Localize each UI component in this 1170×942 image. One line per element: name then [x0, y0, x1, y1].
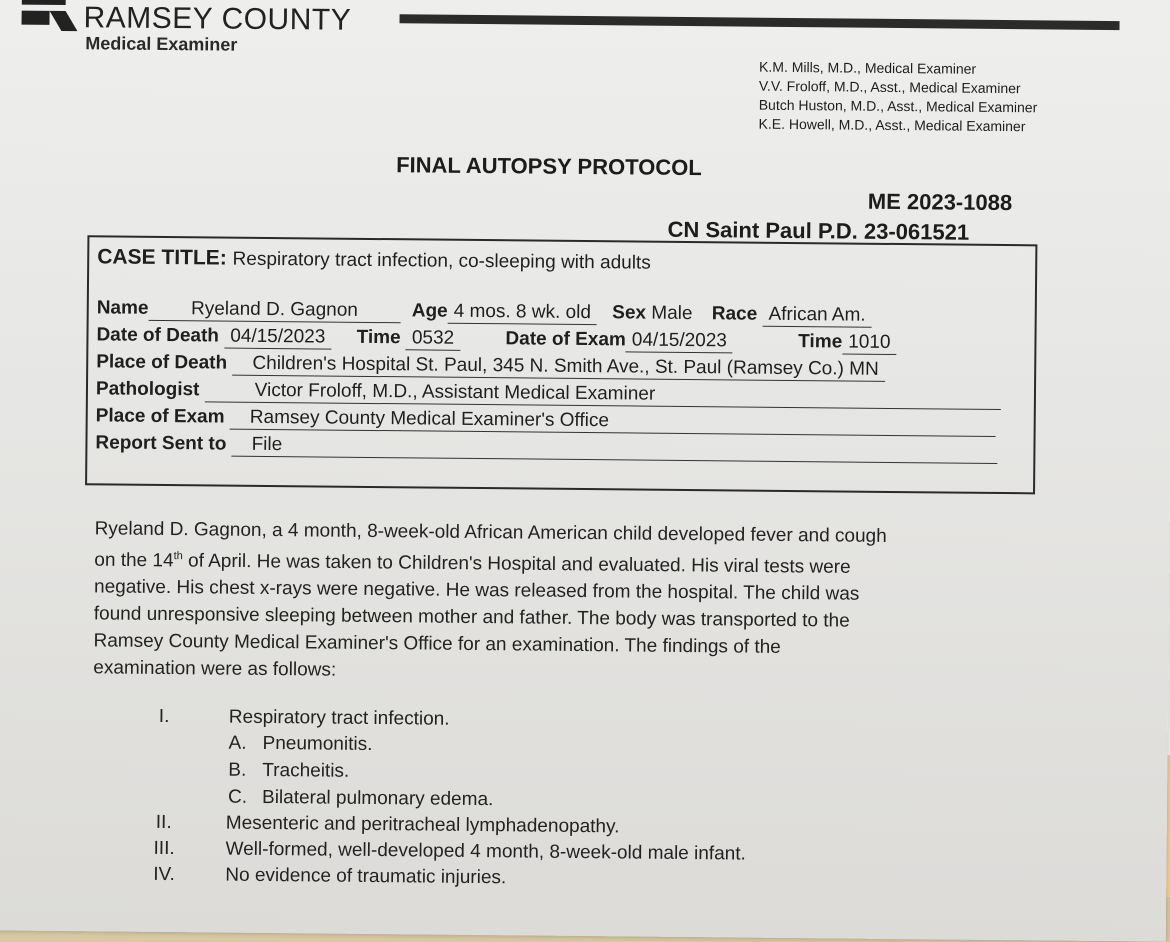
exam-time-value: 1010 [842, 331, 896, 355]
place-of-exam-row [96, 405, 996, 437]
finding-number: III. [153, 837, 175, 860]
finding-text: Pneumonitis. [262, 732, 373, 755]
finding-text: Well-formed, well-developed 4 month, 8-week-old male infant. [225, 838, 746, 865]
finding-text: Bilateral pulmonary edema. [261, 786, 494, 811]
narrative-line: Ryeland D. Gagnon, a 4 month, 8-week-old African American child developed fever and cough [94, 518, 887, 547]
age-value: 4 mos. 8 wk. old [448, 301, 597, 325]
time-value: 0532 [406, 327, 460, 351]
staff-entry: K.M. Mills, M.D., Medical Examiner [759, 58, 977, 77]
name-value: Ryeland D. Gagnon [148, 298, 400, 323]
narrative-text: of April. He was taken to Children's Hospital and evaluated. His viral tests were [182, 550, 851, 578]
report-sent-row [95, 432, 997, 464]
pathologist-row [96, 378, 1001, 410]
place-of-death-row [96, 351, 885, 382]
name-row [97, 297, 872, 327]
age-label: Age [411, 300, 448, 322]
header-rule [400, 14, 1120, 30]
org-subtitle: Medical Examiner [85, 33, 238, 55]
finding-text: Tracheitis. [262, 759, 350, 782]
case-info-box [85, 235, 1037, 494]
case-title-row [97, 245, 651, 274]
race-value: African Am. [762, 304, 871, 328]
dates-row [96, 324, 896, 355]
report-sent-value: File [232, 434, 998, 464]
narrative-line: negative. His chest x-rays were negative. He was released from the hospital. The child was [93, 576, 860, 605]
finding-number: IV. [153, 863, 175, 886]
staff-entry: V.V. Froloff, M.D., Asst., Medical Examiner [758, 77, 1021, 97]
finding-number: A. [228, 732, 247, 754]
document-title: FINAL AUTOPSY PROTOCOL [396, 152, 702, 181]
narrative-text: on the 14 [94, 549, 174, 572]
pod-value: Children's Hospital St. Paul, 345 N. Smith Ave., St. Paul (Ramsey Co.) MN [232, 353, 884, 382]
dod-value: 04/15/2023 [224, 326, 331, 350]
finding-text: No evidence of traumatic injuries. [225, 864, 507, 889]
finding-number: II. [155, 811, 172, 834]
sex-value: Male [651, 302, 693, 325]
time-label: Time [356, 326, 401, 349]
staff-entry: Butch Huston, M.D., Asst., Medical Examiner [758, 96, 1038, 116]
finding-text: Mesenteric and peritracheal lymphadenopathy. [225, 812, 620, 838]
ordinal-suffix: th [173, 550, 183, 563]
poe-label: Place of Exam [95, 405, 225, 428]
case-title-label: CASE TITLE: [97, 245, 227, 270]
finding-number: B. [228, 759, 247, 781]
cn-number: CN Saint Paul P.D. 23-061521 [667, 216, 970, 245]
staff-list [758, 58, 1037, 137]
exam-time-label: Time [798, 331, 843, 353]
race-label: Race [711, 303, 758, 325]
pathologist-value: Victor Froloff, M.D., Assistant Medical Examiner [205, 379, 1001, 410]
org-name: RAMSEY COUNTY [83, 1, 352, 37]
county-logo-icon [21, 0, 78, 45]
narrative-line: Ramsey County Medical Examiner's Office for an examination. The findings of the [93, 630, 781, 659]
staff-entry: K.E. Howell, M.D., Asst., Medical Examiner [758, 115, 1026, 135]
doe-value: 04/15/2023 [626, 329, 733, 353]
name-label: Name [96, 297, 149, 319]
pod-label: Place of Death [96, 351, 228, 374]
finding-number: C. [227, 786, 248, 808]
finding-number: I. [158, 705, 170, 728]
sex-label: Sex [612, 302, 647, 324]
narrative-paragraph [93, 515, 1055, 691]
doe-label: Date of Exam [505, 328, 626, 351]
narrative-line: examination were as follows: [93, 657, 337, 681]
poe-value: Ramsey County Medical Examiner's Office [230, 407, 996, 437]
case-title-value: Respiratory tract infection, co-sleeping with adults [232, 248, 651, 274]
finding-text: Respiratory tract infection. [228, 706, 450, 730]
report-sent-label: Report Sent to [95, 432, 227, 455]
pathologist-label: Pathologist [95, 378, 200, 401]
narrative-line: found unresponsive sleeping between mother and father. The body was transported to the [93, 603, 850, 632]
dod-label: Date of Death [96, 324, 220, 347]
me-number: ME 2023-1088 [867, 188, 1013, 216]
